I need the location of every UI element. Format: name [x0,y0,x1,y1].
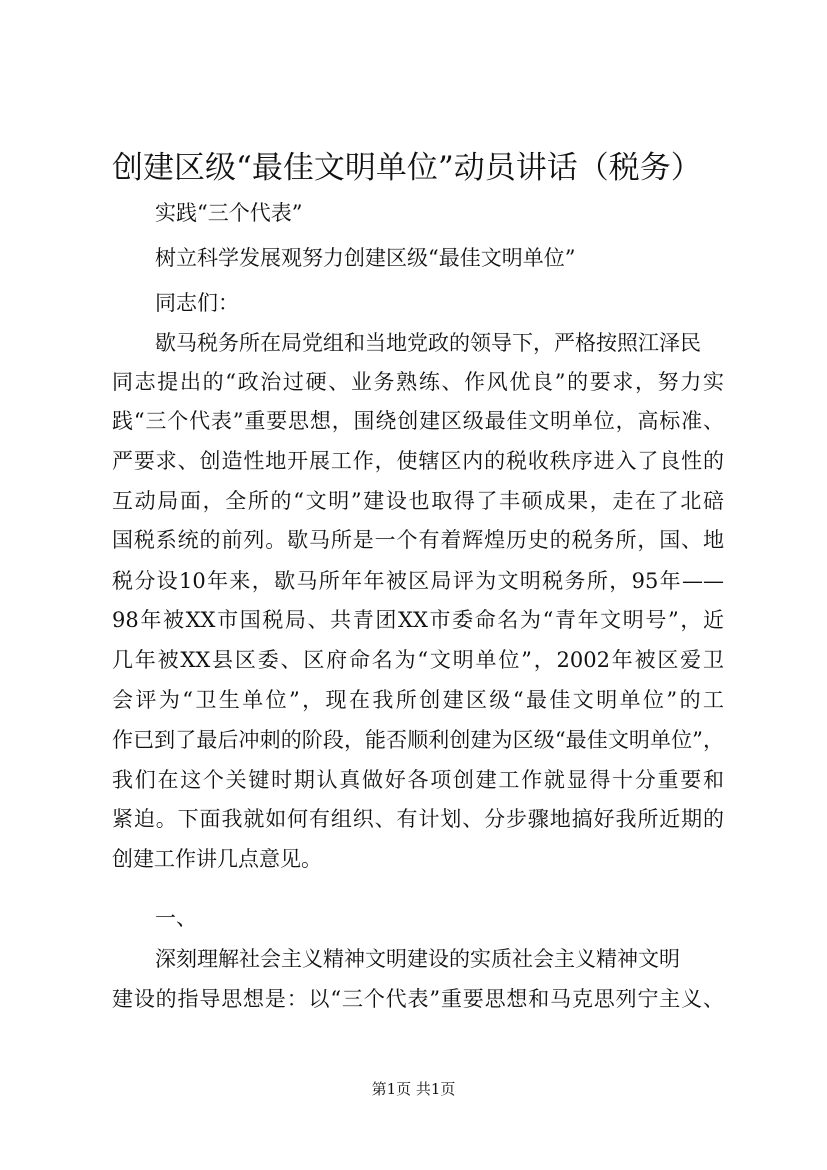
subtitle-line: 树立科学发展观努力创建区级“最佳文明单位” [155,246,576,270]
body-line: 国税系统的前列。歇马所是一个有着辉煌历史的税务所，国、地 [112,528,724,552]
document-title: 创建区级“最佳文明单位”动员讲话（税务） [112,150,702,186]
page-number: 第1页 共1页 [371,1080,456,1098]
body-line: 歇马税务所在局党组和当地党政的领导下，严格按照江泽民 [155,331,701,355]
body-line: 严要求、创造性地开展工作，使辖区内的税收秩序进入了良性的 [112,449,724,473]
body-line: 作已到了最后冲刺的阶段，能否顺利创建为区级“最佳文明单位”， [112,728,724,752]
body-line: 创建工作讲几点意见。 [112,847,322,871]
body-line: 98年被XX市国税局、共青团XX市委命名为“青年文明号”，近 [112,608,724,632]
section-line: 建设的指导思想是：以“三个代表”重要思想和马克思列宁主义、 [112,987,724,1011]
body-line: 我们在这个关键时期认真做好各项创建工作就显得十分重要和 [112,768,724,792]
body-line: 几年被XX县区委、区府命名为“文明单位”，2002年被区爱卫 [112,648,724,672]
body-line: 同志提出的“政治过硬、业务熟练、作风优良”的要求，努力实 [112,370,724,394]
subtitle-line: 实践“三个代表” [155,201,303,225]
section-line: 深刻理解社会主义精神文明建设的实质社会主义精神文明 [155,947,680,971]
body-line: 互动局面，全所的“文明”建设也取得了丰硕成果，走在了北碚 [112,489,724,513]
body-line: 税分设10年来，歇马所年年被区局评为文明税务所，95年—— [112,569,724,593]
section-marker: 一、 [155,906,197,930]
salutation: 同志们： [155,291,239,315]
body-line: 践“三个代表”重要思想，围绕创建区级最佳文明单位，高标准、 [112,409,724,433]
body-line: 紧迫。下面我就如何有组织、有计划、分步骤地搞好我所近期的 [112,807,724,831]
body-line: 会评为“卫生单位”，现在我所创建区级“最佳文明单位”的工 [112,688,724,712]
